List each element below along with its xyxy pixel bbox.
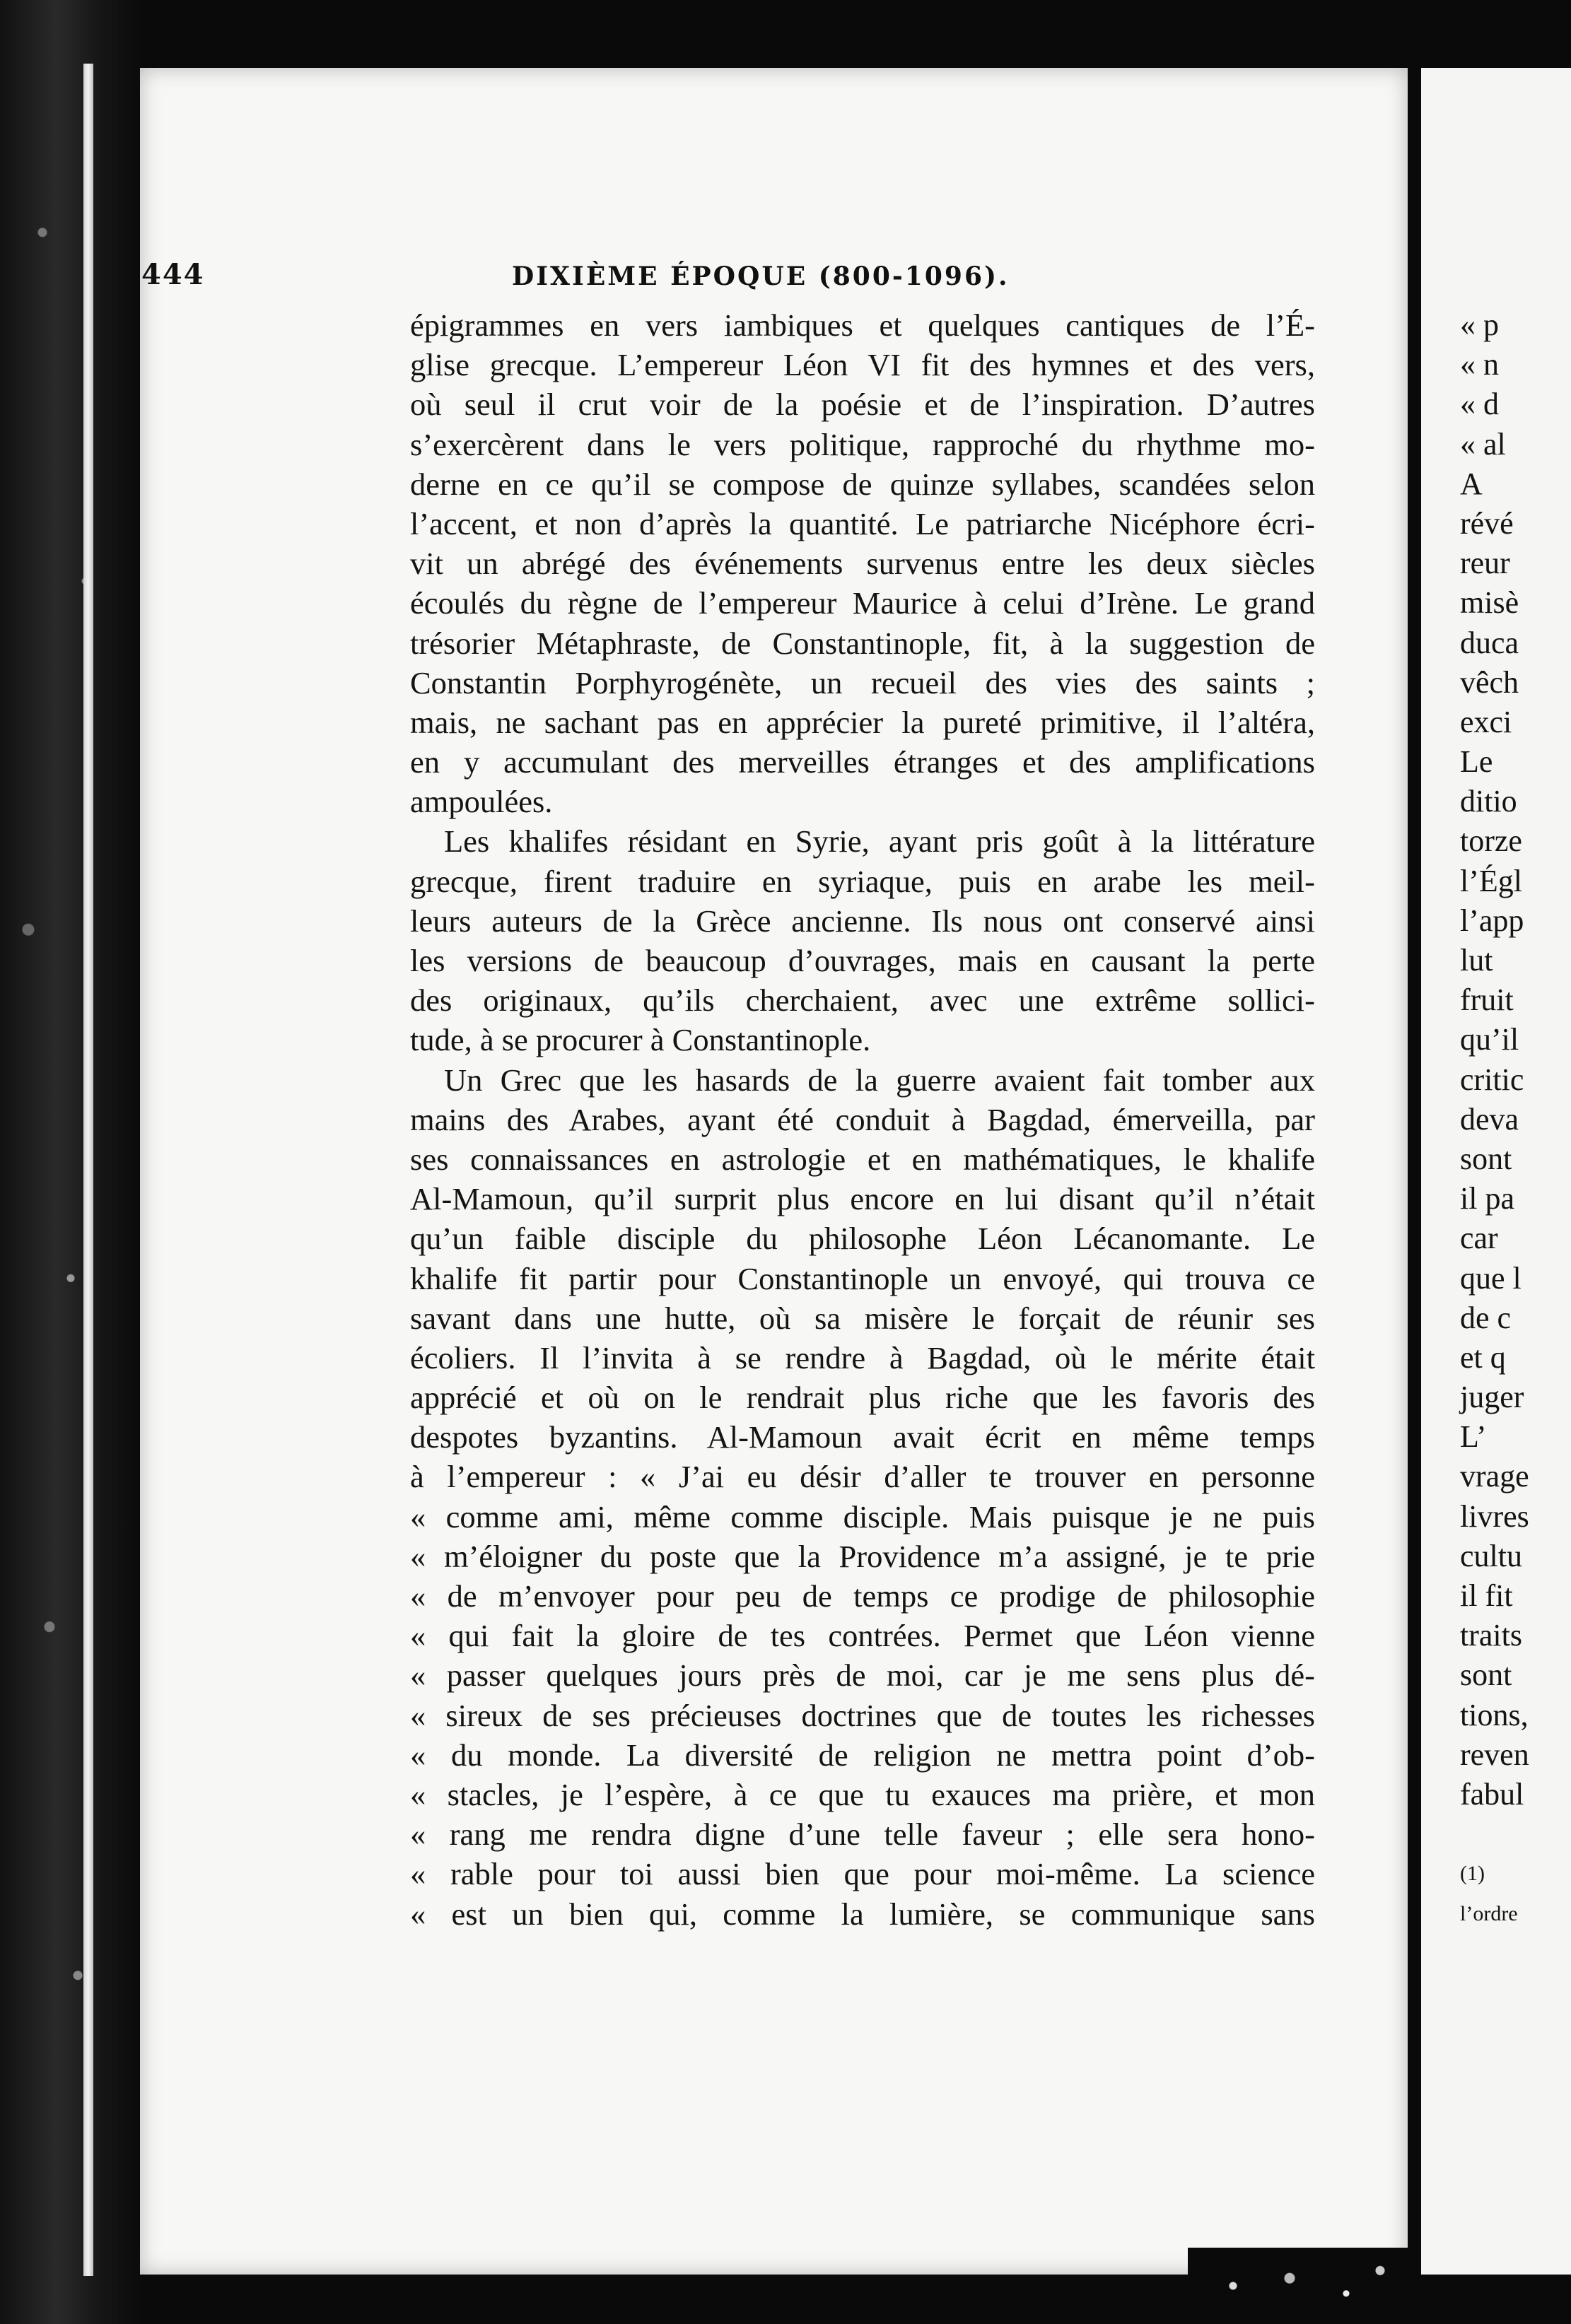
fragment-line: « al [1460, 426, 1506, 462]
fragment-line: vrage [1460, 1459, 1529, 1494]
fragment-line: que l [1460, 1260, 1522, 1296]
fragment-line: misè [1460, 585, 1519, 621]
text-line: l’accent, et non d’après la quantité. Le patriarche Nicéphore écri- [410, 505, 1315, 541]
text-line: les versions de beaucoup d’ouvrages, mais en causant la perte [410, 943, 1315, 978]
page-number: 444 [141, 258, 205, 291]
fragment-line: Le [1460, 744, 1493, 780]
fragment-line: reur [1460, 546, 1510, 581]
text-line: « m’éloigner du poste que la Providence m’a assigné, je te prie [410, 1538, 1315, 1574]
fragment-line: torze [1460, 823, 1522, 859]
text-line: des originaux, qu’ils cherchaient, avec une extrême sollici- [410, 982, 1315, 1019]
text-line: grecque, firent traduire en syriaque, puis en arabe les meil- [410, 863, 1315, 899]
fragment-line: et q [1460, 1339, 1506, 1375]
text-line: savant dans une hutte, où sa misère le forçait de réunir ses [410, 1300, 1315, 1336]
text-line: s’exercèrent dans le vers politique, rapproché du rhythme mo- [410, 426, 1315, 462]
text-line: « du monde. La diversité de religion ne mettra point d’ob- [410, 1737, 1315, 1773]
book-edge-left [0, 0, 141, 2324]
fragment-line: deva [1460, 1101, 1519, 1137]
fragment-line [1460, 1814, 1571, 1854]
text-line: khalife fit partir pour Constantinople un envoyé, qui trouva ce [410, 1260, 1315, 1296]
facing-page-text [1460, 305, 1571, 1934]
text-line: glise grecque. L’empereur Léon VI fit des hymnes et des vers, [410, 347, 1315, 383]
footnote-fragment: l’ordre [1460, 1901, 1518, 1925]
fragment-line: l’Égl [1460, 863, 1522, 898]
footnote-fragment: (1) [1460, 1862, 1485, 1886]
fragment-line: vêch [1460, 664, 1519, 700]
fragment-line: qu’il [1460, 1022, 1519, 1057]
fragment-line: il pa [1460, 1181, 1514, 1216]
fragment-line: exci [1460, 704, 1512, 739]
fragment-line: juger [1460, 1380, 1524, 1415]
text-line: écoliers. Il l’invita à se rendre à Bagdad, où le mérite était [410, 1339, 1315, 1375]
body-text [410, 305, 1315, 2256]
fragment-line: cultu [1460, 1538, 1522, 1573]
fragment-line: L’ [1460, 1419, 1487, 1455]
text-line: épigrammes en vers iambiques et quelques cantiques de l’É- [410, 307, 1315, 343]
text-line: « stacles, je l’espère, à ce que tu exauces ma prière, et mon [410, 1776, 1315, 1812]
text-line: trésorier Métaphraste, de Constantinople, fit, à la suggestion de [410, 625, 1315, 661]
fragment-line: fabul [1460, 1776, 1524, 1812]
text-line: vit un abrégé des événements survenus entre les deux siècles [410, 546, 1315, 582]
text-line: leurs auteurs de la Grèce ancienne. Ils nous ont conservé ainsi [410, 903, 1315, 939]
text-line: « sireux de ses précieuses doctrines que de toutes les richesses [410, 1697, 1315, 1733]
fragment-line: de c [1460, 1300, 1512, 1335]
fragment-line: « p [1460, 307, 1499, 342]
fragment-line: duca [1460, 625, 1519, 660]
text-line: « comme ami, même comme disciple. Mais puisque je ne puis [410, 1498, 1315, 1534]
text-line: Al-Mamoun, qu’il surprit plus encore en lui disant qu’il n’était [410, 1181, 1315, 1217]
fragment-line: fruit [1460, 982, 1514, 1018]
fragment-line: car [1460, 1221, 1498, 1256]
text-line: « rang me rendra digne d’une telle faveur ; elle sera hono- [410, 1817, 1315, 1853]
fragment-line: révé [1460, 505, 1514, 541]
fragment-line: A [1460, 466, 1483, 501]
text-line: despotes byzantins. Al-Mamoun avait écrit en même temps [410, 1419, 1315, 1455]
running-head: DIXIÈME ÉPOQUE (800-1096). [512, 262, 1010, 291]
text-line: tude, à se procurer à Constantinople. [410, 1022, 871, 1058]
fragment-line: l’app [1460, 903, 1524, 938]
text-line: « passer quelques jours près de moi, car je me sens plus dé- [410, 1657, 1315, 1694]
fragment-line: « n [1460, 347, 1499, 382]
fragment-line: livres [1460, 1498, 1529, 1534]
text-line: « est un bien qui, comme la lumière, se communique sans [410, 1896, 1315, 1932]
text-line: ses connaissances en astrologie et en mathématiques, le khalife [410, 1141, 1315, 1177]
text-line: mais, ne sachant pas en apprécier la pureté primitive, il l’altéra, [410, 704, 1315, 740]
text-line: où seul il crut voir de la poésie et de l’inspiration. D’autres [410, 387, 1315, 423]
text-line: Constantin Porphyrogénète, un recueil des vies des saints ; [410, 664, 1315, 700]
fragment-line: sont [1460, 1141, 1512, 1176]
text-line: en y accumulant des merveilles étranges et des amplifications [410, 744, 1315, 780]
paragraph [410, 305, 1315, 821]
fragment-line: ditio [1460, 784, 1517, 819]
text-line: « qui fait la gloire de tes contrées. Permet que Léon vienne [410, 1618, 1315, 1654]
text-line: qu’un faible disciple du philosophe Léon Lécanomante. Le [410, 1221, 1315, 1257]
text-line: « rable pour toi aussi bien que pour moi-même. La science [410, 1856, 1315, 1892]
fragment-line: il fit [1460, 1578, 1513, 1613]
text-line: Un Grec que les hasards de la guerre avaient fait tomber aux [444, 1062, 1315, 1098]
fragment-line: critic [1460, 1062, 1524, 1097]
text-line: écoulés du règne de l’empereur Maurice à celui d’Irène. Le grand [410, 585, 1315, 621]
text-line: Les khalifes résidant en Syrie, ayant pris goût à la littérature [444, 823, 1315, 859]
page-edge-strip [83, 64, 93, 2276]
fragment-line: « d [1460, 387, 1499, 422]
paragraph [410, 1060, 1315, 1934]
text-line: « de m’envoyer pour peu de temps ce prodige de philosophie [410, 1578, 1315, 1614]
fragment-line: tions, [1460, 1697, 1529, 1732]
fragment-line: lut [1460, 943, 1493, 978]
text-line: mains des Arabes, ayant été conduit à Bagdad, émerveilla, par [410, 1101, 1315, 1137]
paragraph [410, 821, 1315, 1060]
fragment-line: reven [1460, 1737, 1529, 1772]
text-line: ampoulées. [410, 784, 553, 820]
text-line: derne en ce qu’il se compose de quinze syllabes, scandées selon [410, 466, 1315, 502]
scan-dust [1188, 2248, 1414, 2324]
fragment-line: traits [1460, 1618, 1522, 1653]
text-line: apprécié et où on le rendrait plus riche que les favoris des [410, 1380, 1315, 1416]
fragment-line: sont [1460, 1657, 1512, 1693]
text-line: à l’empereur : « J’ai eu désir d’aller te trouver en personne [410, 1459, 1315, 1495]
